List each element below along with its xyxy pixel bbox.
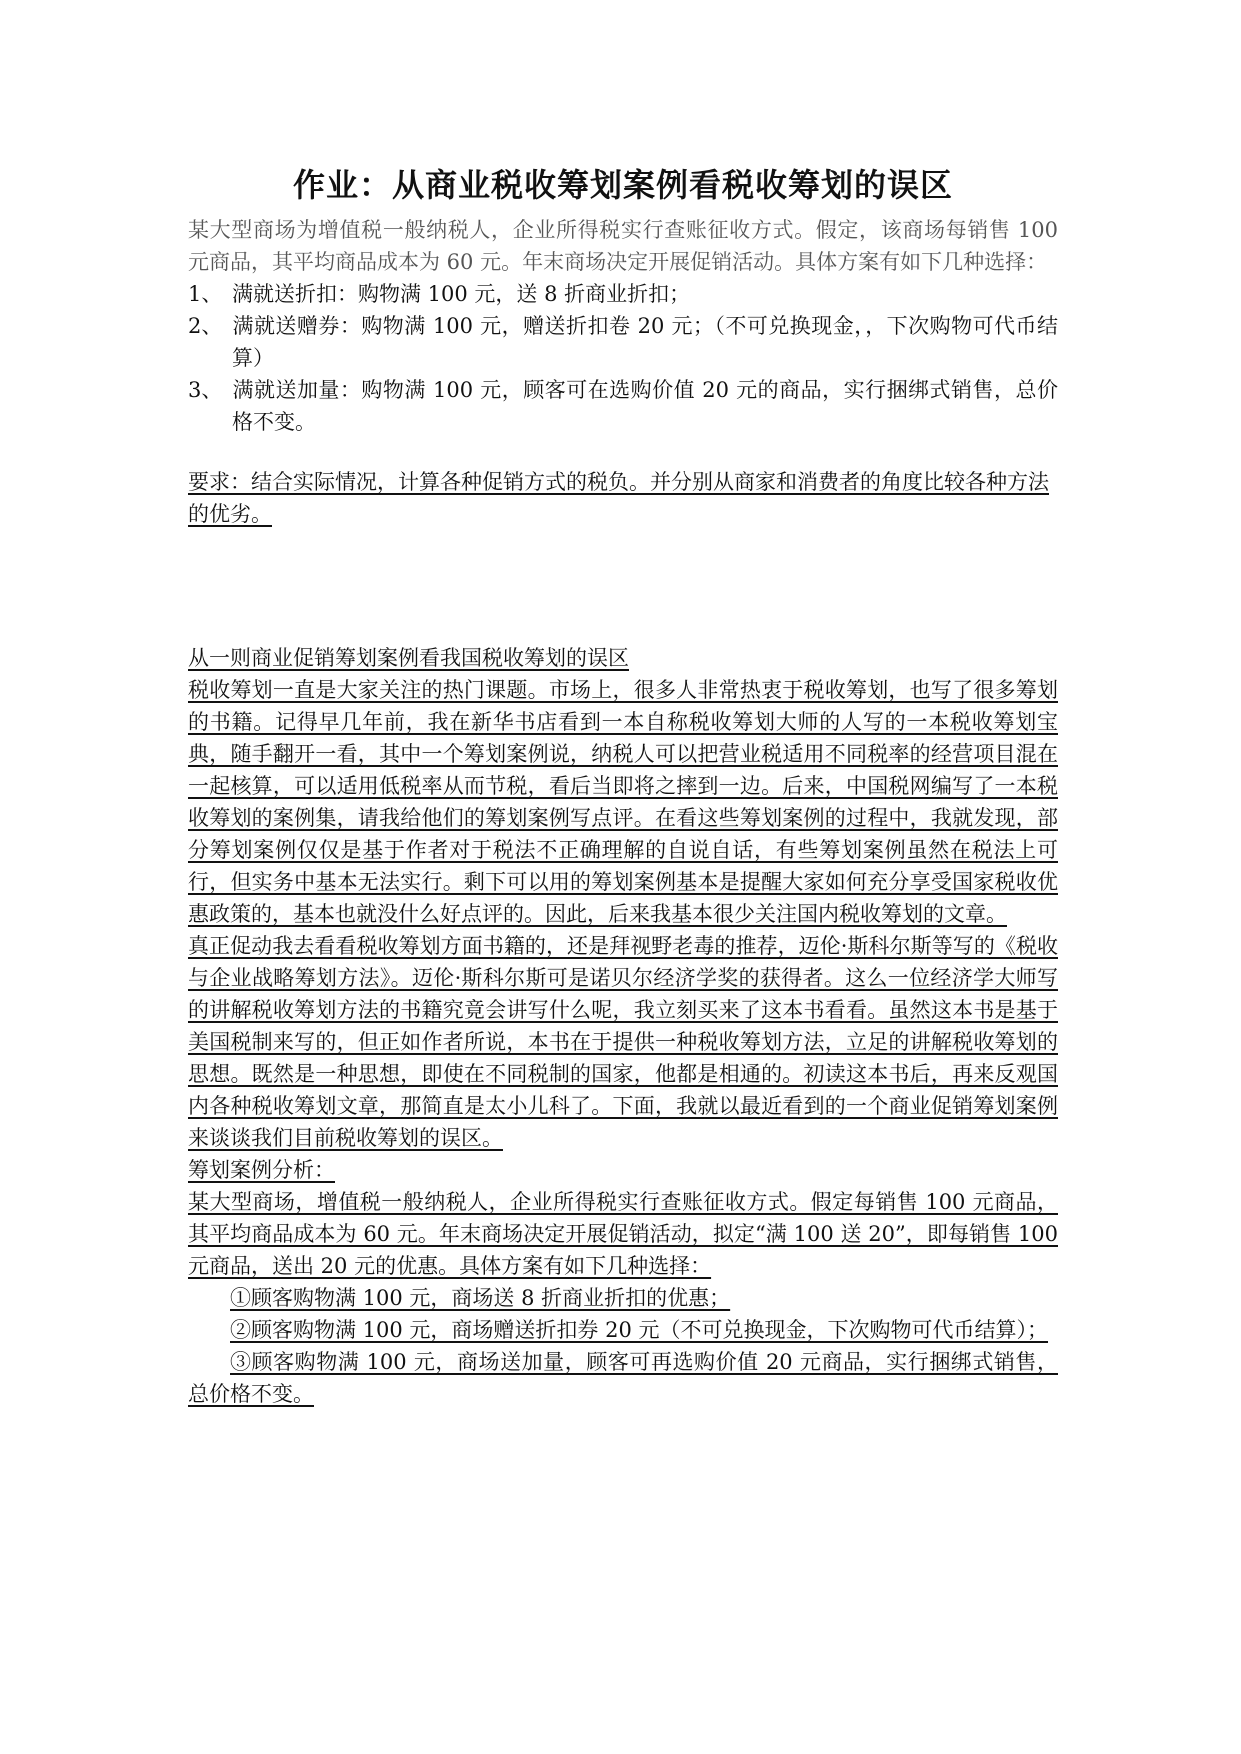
intro-paragraph: 某大型商场为增值税一般纳税人，企业所得税实行查账征收方式。假定，该商场每销售 100 元商品，其平均商品成本为 60 元。年末商场决定开展促销活动。具体方案有如下几种选择： [188,218,1058,274]
case-item: ③顾客购物满 100 元，商场送加量，顾客可再选购价值 20 元商品，实行捆绑式销售，总价格不变。 [188,1350,1058,1406]
case-item: ①顾客购物满 100 元，商场送 8 折商业折扣的优惠； [230,1286,731,1310]
article-section [188,642,1058,1410]
option-text: 满就送加量：购物满 100 元，顾客可在选购价值 20 元的商品，实行捆绑式销售，总价格不变。 [232,378,1058,434]
option-number: 2、 [188,314,223,338]
document-page [188,160,1058,1410]
article-paragraph: 税收筹划一直是大家关注的热门课题。市场上，很多人非常热衷于税收筹划，也写了很多筹划的书籍。记得早几年前，我在新华书店看到一本自称税收筹划大师的人写的一本税收筹划宝典，随手翻开一看，其中一个筹划案例说，纳税人可以把营业税适用不同税率的经营项目混在一起核算，可以适用低税率从而节税，看后当即将之摔到一边。后来，中国税网编写了一本税收筹划的案例集，请我给他们的筹划案例写点评。在看这些筹划案例的过程中，我就发现，部分筹划案例仅仅是基于作者对于税法不正确理解的自说自话，有些筹划案例虽然在税法上可行，但实务中基本无法实行。剩下可以用的筹划案例基本是提醒大家如何充分享受国家税收优惠政策的，基本也就没什么好点评的。因此，后来我基本很少关注国内税收筹划的文章。 [188,678,1058,926]
article-heading: 从一则商业促销筹划案例看我国税收筹划的误区 [188,646,629,670]
option-text: 满就送赠券：购物满 100 元，赠送折扣卷 20 元；（不可兑换现金，，下次购物可代币结算） [232,314,1058,370]
list-item [188,310,1058,374]
option-number: 1、 [188,282,223,306]
options-list [188,278,1058,438]
option-number: 3、 [188,378,223,402]
case-intro: 某大型商场，增值税一般纳税人，企业所得税实行查账征收方式。假定每销售 100 元商品，其平均商品成本为 60 元。年末商场决定开展促销活动，拟定“满 100 送 20”，即每销售 100 元商品，送出 20 元的优惠。具体方案有如下几种选择： [188,1190,1058,1278]
page-title: 作业：从商业税收筹划案例看税收筹划的误区 [292,166,953,204]
list-item [188,374,1058,438]
requirement-text: 要求：结合实际情况，计算各种促销方式的税负。并分别从商家和消费者的角度比较各种方法的优劣。 [188,470,1049,526]
option-text: 满就送折扣：购物满 100 元，送 8 折商业折扣； [232,282,691,306]
list-item [188,278,1058,310]
case-item: ②顾客购物满 100 元，商场赠送折扣券 20 元（不可兑换现金，下次购物可代币结算）； [230,1318,1049,1342]
article-paragraph: 真正促动我去看看税收筹划方面书籍的，还是拜视野老毒的推荐，迈伦·斯科尔斯等写的《税收与企业战略筹划方法》。迈伦·斯科尔斯可是诺贝尔经济学奖的获得者。这么一位经济学大师写的讲解税收筹划方法的书籍究竟会讲写什么呢，我立刻买来了这本书看看。虽然这本书是基于美国税制来写的，但正如作者所说，本书在于提供一种税收筹划方法，立足的讲解税收筹划的思想。既然是一种思想，即使在不同税制的国家，他都是相通的。初读这本书后，再来反观国内各种税收筹划文章，那简直是太小儿科了。下面，我就以最近看到的一个商业促销筹划案例来谈谈我们目前税收筹划的误区。 [188,934,1058,1150]
case-heading: 筹划案例分析： [188,1158,335,1182]
